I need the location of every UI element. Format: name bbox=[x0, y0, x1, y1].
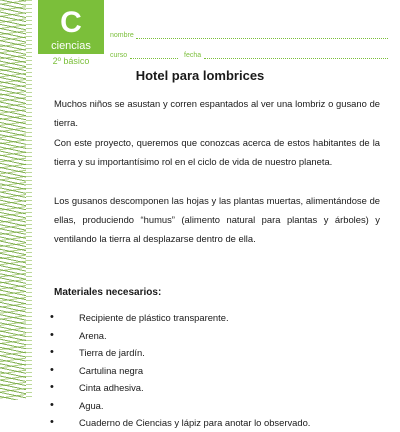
paragraph-worms: Los gusanos descomponen las hojas y las plantas muertas, alimentándose de ellas, produciendo “humus” (alimento natural para plantas y árboles) y ventilando la tierra al desplazarse dentro de ella. bbox=[54, 195, 380, 244]
materials-list bbox=[46, 309, 310, 432]
list-item: • Cuaderno de Ciencias y lápiz para anotar lo observado. bbox=[46, 414, 310, 432]
list-item: • Tierra de jardín. bbox=[46, 344, 310, 362]
course-line[interactable] bbox=[130, 58, 178, 59]
list-item: • Agua. bbox=[46, 397, 310, 415]
list-item: • Cinta adhesiva. bbox=[46, 379, 310, 397]
date-label: fecha bbox=[184, 52, 202, 59]
logo-grade: 2º básico bbox=[38, 54, 104, 68]
list-item: • Cartulina negra bbox=[46, 362, 310, 380]
decorative-grass-border-light bbox=[26, 0, 32, 400]
name-line[interactable] bbox=[136, 38, 388, 39]
materials-heading: Materiales necesarios: bbox=[54, 287, 162, 298]
course-label: curso bbox=[110, 52, 128, 59]
list-item: • Recipiente de plástico transparente. bbox=[46, 309, 310, 327]
name-label: nombre bbox=[110, 32, 134, 39]
logo-subject: ciencias bbox=[51, 40, 91, 52]
list-item: • Arena. bbox=[46, 327, 310, 345]
logo-letter: C bbox=[60, 6, 82, 39]
date-line[interactable] bbox=[204, 58, 388, 59]
paragraph-project: Con este proyecto, queremos que conozcas acerca de estos habitantes de la tierra y su importantísimo rol en el ciclo de vida de nuestro planeta. bbox=[54, 137, 380, 167]
page-title: Hotel para lombrices bbox=[135, 68, 265, 83]
decorative-grass-border bbox=[0, 0, 26, 400]
paragraph-intro: Muchos niños se asustan y corren espantados al ver una lombriz o gusano de tierra. bbox=[54, 98, 380, 128]
